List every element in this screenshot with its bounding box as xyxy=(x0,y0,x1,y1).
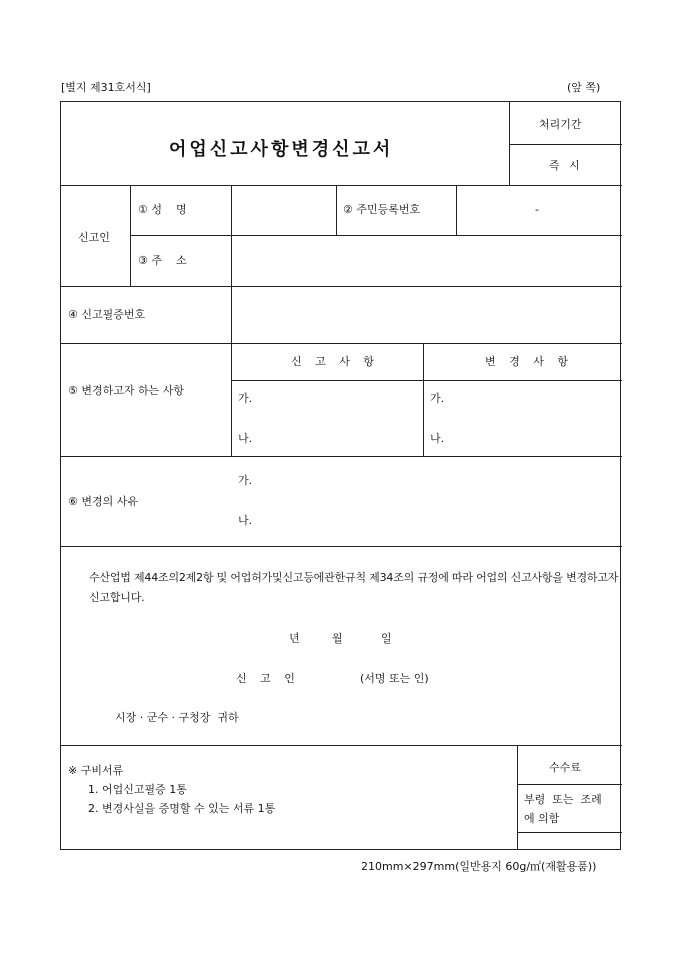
divider xyxy=(130,235,622,236)
statement-text: 수산업법 제44조의2제2항 및 어업허가및신고등에관한규칙 제34조의 규정에 따라 어업의 신고사항을 변경하고자 신고합니다. xyxy=(89,571,619,604)
divider xyxy=(61,286,622,287)
name-input[interactable] xyxy=(232,192,336,235)
divider xyxy=(456,185,457,235)
reason-label: ⑥ 변경의 사유 xyxy=(68,495,138,508)
divider xyxy=(423,343,424,456)
date-year[interactable]: 년 xyxy=(289,632,300,645)
divider xyxy=(231,380,622,381)
changed-item-ga[interactable]: 가. xyxy=(430,392,445,405)
changed-item-na[interactable]: 나. xyxy=(430,432,445,445)
divider xyxy=(130,185,131,286)
certificate-input[interactable] xyxy=(232,292,621,342)
divider xyxy=(336,185,337,235)
divider xyxy=(517,784,622,785)
page-side: (앞 쪽) xyxy=(567,81,601,94)
docs-item-2: 2. 변경사실을 증명할 수 있는 서류 1통 xyxy=(88,802,276,815)
fee-value-line1: 부령 또는 조례 xyxy=(524,793,602,806)
divider xyxy=(509,144,622,145)
rrn-label: ② 주민등록번호 xyxy=(343,203,421,216)
divider xyxy=(517,745,518,850)
divider xyxy=(61,546,622,547)
reporter-label: 신고인 xyxy=(78,231,110,244)
address-input[interactable] xyxy=(232,242,621,285)
fee-value-line2: 에 의함 xyxy=(524,812,560,825)
date-day[interactable]: 일 xyxy=(381,632,392,645)
divider xyxy=(61,745,622,746)
paper-spec: 210mm×297mm(일반용지 60g/㎡(재활용품)) xyxy=(361,860,597,873)
divider xyxy=(517,832,622,833)
reported-item-na[interactable]: 나. xyxy=(238,432,253,445)
address-label: ③ 주 소 xyxy=(138,254,187,267)
divider xyxy=(61,185,622,186)
changes-label: ⑤ 변경하고자 하는 사항 xyxy=(68,384,184,397)
form-number: [별지 제31호서식] xyxy=(61,81,151,94)
processing-period-value: 즉 시 xyxy=(549,159,583,172)
report-form xyxy=(60,101,621,850)
changed-header: 변 경 사 항 xyxy=(485,355,573,368)
divider xyxy=(61,456,622,457)
addressee: 시장 · 군수 · 구청장 귀하 xyxy=(115,711,239,724)
reason-item-na[interactable]: 나. xyxy=(238,514,253,527)
divider xyxy=(509,102,510,185)
reported-header: 신 고 사 항 xyxy=(291,355,379,368)
reported-item-ga[interactable]: 가. xyxy=(238,392,253,405)
date-month[interactable]: 월 xyxy=(332,632,343,645)
reason-item-ga[interactable]: 가. xyxy=(238,474,253,487)
docs-item-1: 1. 어업신고필증 1통 xyxy=(88,783,187,796)
signature-note[interactable]: (서명 또는 인) xyxy=(360,672,429,685)
rrn-value[interactable]: - xyxy=(535,203,539,216)
form-title: 어업신고사항변경신고서 xyxy=(169,139,394,160)
certificate-label: ④ 신고필증번호 xyxy=(68,308,146,321)
docs-heading: ※ 구비서류 xyxy=(68,764,124,777)
processing-period-label: 처리기간 xyxy=(539,118,582,131)
divider xyxy=(61,343,622,344)
name-label: ① 성 명 xyxy=(138,203,187,216)
fee-label: 수수료 xyxy=(549,761,581,774)
signer-label: 신 고 인 xyxy=(236,672,300,685)
